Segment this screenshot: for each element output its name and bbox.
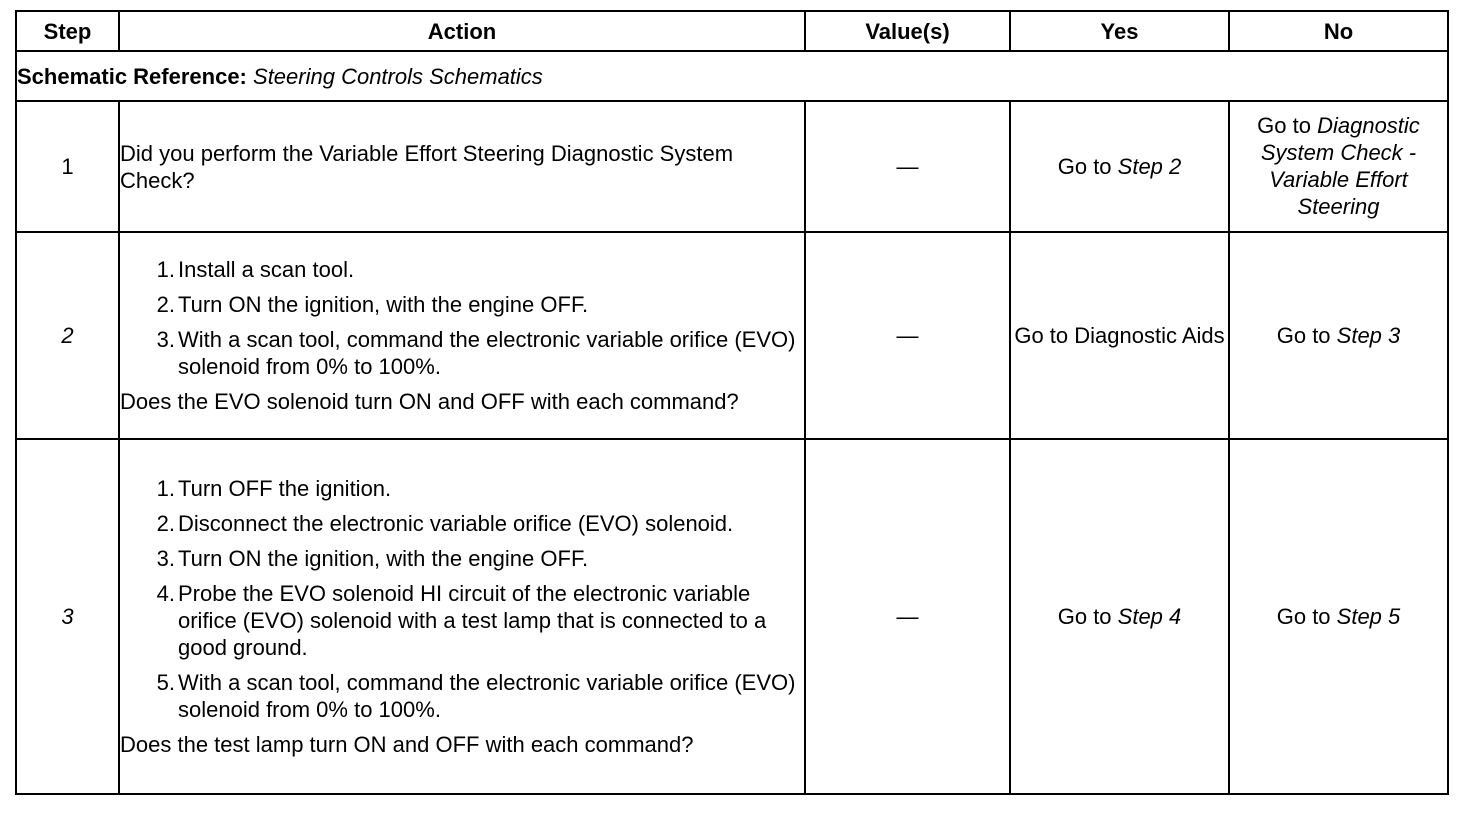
no-cell xyxy=(1229,232,1448,439)
schematic-reference-row xyxy=(16,51,1448,101)
action-cell xyxy=(119,439,805,794)
list-item: 2. Turn ON the ignition, with the engine OFF. xyxy=(156,292,589,317)
step-number: 3 xyxy=(16,439,119,794)
list-item: 1. Turn OFF the ignition. xyxy=(156,476,392,501)
value-cell: — xyxy=(805,232,1010,439)
action-steps xyxy=(120,256,804,380)
table-row xyxy=(16,101,1448,232)
header-row xyxy=(16,11,1448,51)
header-step: Step xyxy=(16,11,119,51)
no-prefix: Go to xyxy=(1276,604,1337,629)
yes-ref: Step 2 xyxy=(1117,154,1182,179)
action-question: Does the test lamp turn ON and OFF with each command? xyxy=(120,732,694,757)
schematic-reference-link: Steering Controls Schematics xyxy=(253,63,543,89)
action-question: Did you perform the Variable Effort Steering Diagnostic System Check? xyxy=(120,140,734,193)
no-ref: Step 5 xyxy=(1336,604,1401,629)
yes-prefix: Go to xyxy=(1057,154,1118,179)
no-ref: Diagnostic System Check - Variable Effort Steering xyxy=(1260,113,1420,219)
no-ref: Step 3 xyxy=(1336,323,1401,348)
no-cell xyxy=(1229,101,1448,232)
header-action: Action xyxy=(119,11,805,51)
value-cell: — xyxy=(805,439,1010,794)
yes-ref: Step 4 xyxy=(1117,604,1182,629)
header-values: Value(s) xyxy=(805,11,1010,51)
yes-cell xyxy=(1010,101,1229,232)
action-cell xyxy=(119,232,805,439)
no-prefix: Go to xyxy=(1257,113,1318,138)
yes-prefix: Go to xyxy=(1057,604,1118,629)
action-steps xyxy=(120,475,804,723)
action-question: Does the EVO solenoid turn ON and OFF with each command? xyxy=(120,389,739,414)
action-cell xyxy=(119,101,805,232)
step-number: 2 xyxy=(16,232,119,439)
list-item: 2. Disconnect the electronic variable orifice (EVO) solenoid. xyxy=(156,511,734,536)
table-row xyxy=(16,439,1448,794)
yes-cell: Go to Diagnostic Aids xyxy=(1010,232,1229,439)
list-item: 4. Probe the EVO solenoid HI circuit of the electronic variable orifice (EVO) solenoid with a test lamp that is connected to a good ground. xyxy=(156,581,767,660)
schematic-reference-label: Schematic Reference: xyxy=(17,63,247,89)
schematic-reference xyxy=(16,51,1448,101)
step-number: 1 xyxy=(16,101,119,232)
no-cell xyxy=(1229,439,1448,794)
value-cell: — xyxy=(805,101,1010,232)
no-prefix: Go to xyxy=(1276,323,1337,348)
list-item: 1. Install a scan tool. xyxy=(156,257,355,282)
list-item: 5. With a scan tool, command the electronic variable orifice (EVO) solenoid from 0% to 100%. xyxy=(156,670,796,722)
header-yes: Yes xyxy=(1010,11,1229,51)
diagnostic-table xyxy=(15,10,1449,795)
header-no: No xyxy=(1229,11,1448,51)
yes-cell xyxy=(1010,439,1229,794)
table-row xyxy=(16,232,1448,439)
list-item: 3. With a scan tool, command the electronic variable orifice (EVO) solenoid from 0% to 100%. xyxy=(156,327,796,379)
list-item: 3. Turn ON the ignition, with the engine OFF. xyxy=(156,546,589,571)
